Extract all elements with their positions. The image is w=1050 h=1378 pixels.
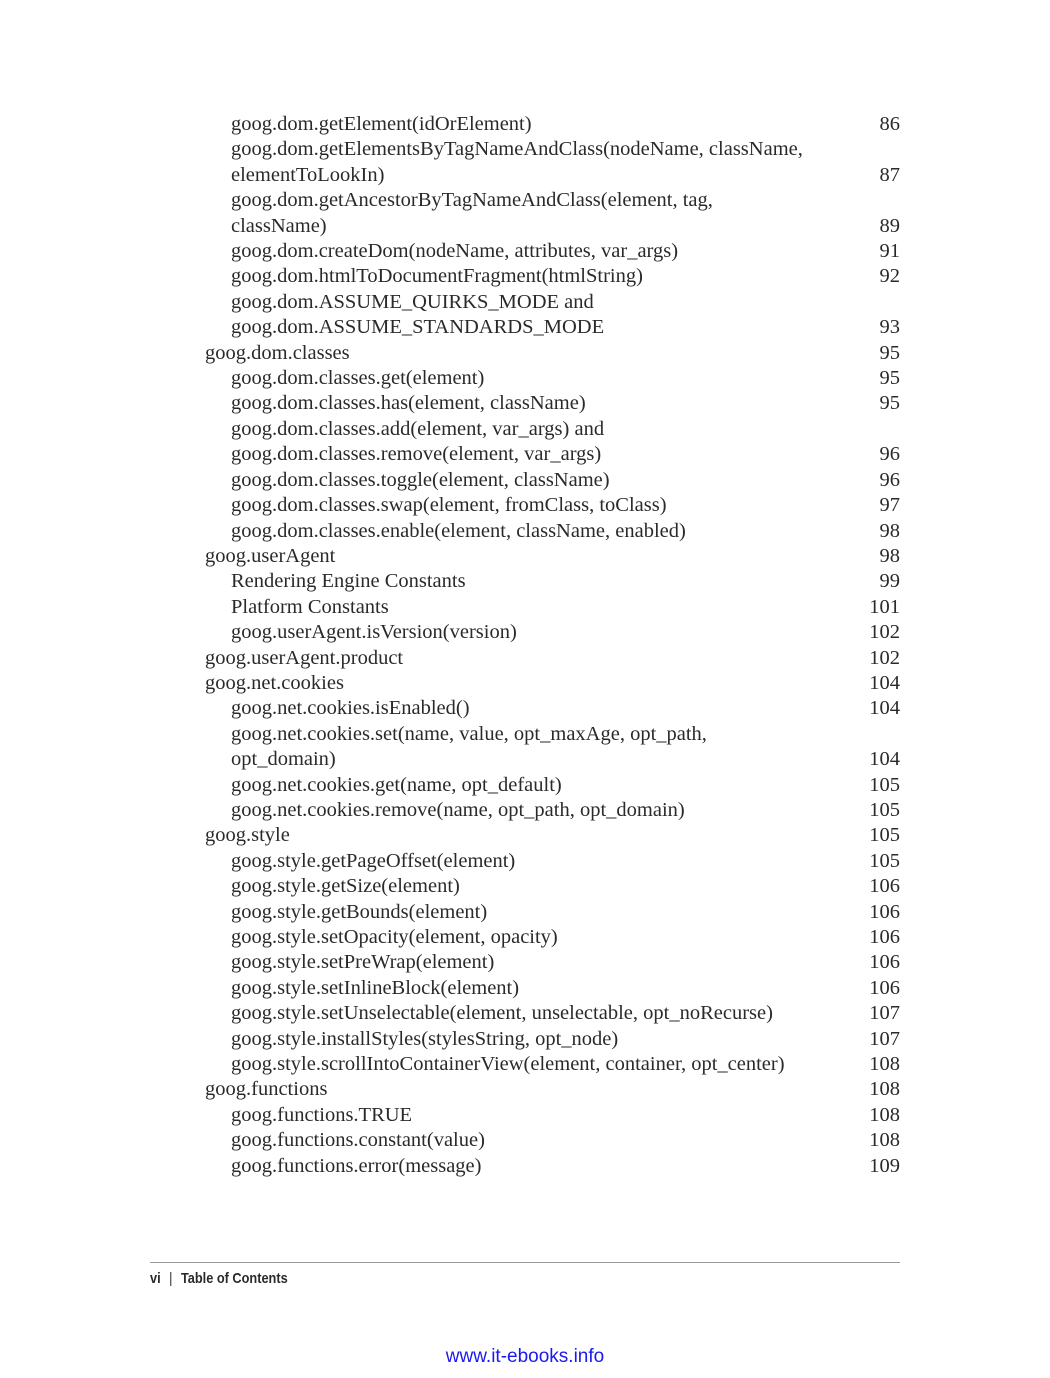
toc-entry-title: Platform Constants (231, 595, 389, 618)
toc-page-number: 89 (879, 214, 900, 237)
footer-separator: | (169, 1270, 173, 1287)
toc-subsection-entry[interactable] (205, 239, 900, 264)
toc-entry-title: goog.dom.classes.add(element, var_args) and (231, 417, 605, 440)
toc-entry-title: goog.style.scrollIntoContainerView(element, container, opt_center) (231, 1053, 785, 1076)
toc-subsection-entry[interactable] (205, 112, 900, 137)
toc-page-number: 93 (879, 316, 900, 339)
toc-subsection-entry[interactable] (205, 391, 900, 416)
toc-entry-title: goog.style.installStyles(stylesString, opt_node) (231, 1027, 619, 1050)
toc-page-number: 97 (879, 494, 900, 517)
toc-page-number: 99 (879, 570, 900, 593)
toc-entry-title: goog.style (205, 824, 290, 847)
toc-subsection-entry[interactable] (205, 874, 900, 899)
footer-divider (150, 1262, 900, 1263)
toc-entry-title: goog.dom.createDom(nodeName, attributes, var_args) (231, 240, 679, 263)
toc-section-entry[interactable] (205, 646, 900, 671)
toc-page-number: 98 (879, 544, 900, 567)
toc-entry-title: goog.dom.classes.get(element) (231, 367, 485, 390)
toc-subsection-entry[interactable] (205, 1027, 900, 1052)
toc-entry-title: goog.functions.error(message) (231, 1154, 482, 1177)
toc-page-number: 108 (869, 1053, 900, 1076)
toc-page-number: 106 (869, 875, 900, 898)
footer-section-title: Table of Contents (180, 1270, 288, 1287)
toc-page-number: 106 (869, 926, 900, 948)
toc-entry-title: goog.net.cookies.remove(name, opt_path, opt_domain) (231, 798, 685, 821)
toc-page-number: 87 (879, 163, 900, 186)
toc-section-entry[interactable] (205, 341, 900, 366)
toc-page-number: 107 (869, 1027, 900, 1050)
toc-entry-title: goog.net.cookies.isEnabled() (231, 697, 470, 720)
toc-page-number: 105 (869, 824, 900, 847)
toc-page-number: 95 (879, 392, 900, 415)
toc-page-number: 104 (869, 748, 900, 771)
toc-entry-title: goog.dom.classes.has(element, className) (231, 392, 586, 415)
toc-page-number: 95 (879, 341, 900, 364)
toc-entry-title: goog.net.cookies.set(name, value, opt_maxAge, opt_path, (231, 722, 707, 745)
toc-page-number: 108 (869, 1129, 900, 1152)
toc-entry-title: goog.style.setOpacity(element, opacity) (231, 926, 558, 948)
watermark-link[interactable]: www.it-ebooks.info (445, 1346, 605, 1367)
toc-subsection-entry[interactable] (205, 519, 900, 544)
toc-page-number: 104 (869, 697, 900, 720)
toc-subsection-entry[interactable] (205, 290, 900, 341)
toc-subsection-entry[interactable] (205, 188, 900, 239)
toc-entry-title: goog.net.cookies (205, 671, 344, 694)
toc-subsection-entry[interactable] (205, 900, 900, 925)
toc-entry-title: goog.userAgent.product (205, 646, 404, 669)
toc-page-number: 92 (879, 265, 900, 288)
footer-page-number: vi (150, 1270, 161, 1287)
toc-subsection-entry[interactable] (205, 696, 900, 721)
toc-page-number: 107 (869, 1002, 900, 1025)
toc-page-number: 102 (869, 646, 900, 669)
toc-entry-title: goog.net.cookies.get(name, opt_default) (231, 773, 562, 796)
toc-entry-title: goog.dom.ASSUME_QUIRKS_MODE and (231, 290, 594, 313)
toc-page-number: 106 (869, 976, 900, 999)
toc-page-number: 96 (879, 468, 900, 491)
toc-entry-title: goog.style.getBounds(element) (231, 900, 488, 923)
toc-entry-title: goog.dom.classes.remove(element, var_args) (231, 443, 602, 466)
toc-entry-title: goog.dom.htmlToDocumentFragment(htmlString) (231, 265, 643, 288)
toc-entry-title: goog.dom.getElementsByTagNameAndClass(nodeName, className, (231, 138, 803, 161)
toc-entry-title: goog.style.getSize(element) (231, 875, 460, 898)
toc-page-number: 106 (869, 951, 900, 974)
toc-entry-title: goog.style.setPreWrap(element) (231, 951, 495, 974)
toc-subsection-entry[interactable] (205, 264, 900, 289)
table-of-contents (205, 112, 900, 1179)
toc-page-number: 108 (869, 1103, 900, 1126)
toc-page-number: 86 (879, 113, 900, 135)
toc-page-number: 105 (869, 849, 900, 872)
toc-subsection-entry[interactable] (205, 1154, 900, 1179)
toc-subsection-entry[interactable] (205, 569, 900, 594)
toc-subsection-entry[interactable] (205, 417, 900, 468)
toc-subsection-entry[interactable] (205, 366, 900, 391)
toc-entry-title: goog.style.setInlineBlock(element) (231, 976, 520, 999)
toc-subsection-entry[interactable] (205, 468, 900, 493)
toc-subsection-entry[interactable] (205, 722, 900, 773)
toc-section-entry[interactable] (205, 1077, 900, 1102)
toc-page-number: 101 (869, 595, 900, 618)
toc-entry-title: goog.userAgent.isVersion(version) (231, 621, 517, 644)
toc-page-number: 91 (879, 240, 900, 263)
toc-page-number: 105 (869, 773, 900, 796)
toc-page-number: 98 (879, 519, 900, 542)
page-footer (150, 1270, 288, 1287)
toc-subsection-entry[interactable] (205, 137, 900, 188)
toc-entry-title: goog.dom.getAncestorByTagNameAndClass(element, tag, (231, 189, 713, 212)
toc-subsection-entry[interactable] (205, 798, 900, 823)
toc-subsection-entry[interactable] (205, 595, 900, 620)
toc-page-number: 95 (879, 367, 900, 390)
toc-section-entry[interactable] (205, 671, 900, 696)
toc-subsection-entry[interactable] (205, 1052, 900, 1077)
toc-subsection-entry[interactable] (205, 1001, 900, 1026)
toc-page-number: 102 (869, 621, 900, 644)
toc-entry-title: goog.userAgent (205, 544, 336, 567)
toc-subsection-entry[interactable] (205, 493, 900, 518)
toc-subsection-entry[interactable] (205, 849, 900, 874)
toc-page-number: 96 (879, 443, 900, 466)
toc-entry-title: goog.dom.classes.swap(element, fromClass, toClass) (231, 494, 667, 517)
toc-page-number: 105 (869, 798, 900, 821)
toc-entry-title: goog.dom.classes.toggle(element, className) (231, 468, 610, 491)
toc-subsection-entry[interactable] (205, 620, 900, 645)
toc-page-number: 108 (869, 1078, 900, 1101)
toc-entry-title: opt_domain) (231, 748, 336, 771)
toc-subsection-entry[interactable] (205, 976, 900, 1001)
toc-entry-title: goog.functions (205, 1078, 328, 1101)
toc-entry-title: goog.style.setUnselectable(element, unselectable, opt_noRecurse) (231, 1002, 773, 1025)
toc-page-number: 104 (869, 671, 900, 694)
toc-entry-title: goog.dom.getElement(idOrElement) (231, 113, 532, 135)
toc-entry-title: className) (231, 214, 327, 237)
toc-entry-title: Rendering Engine Constants (231, 570, 466, 593)
toc-entry-title: goog.dom.classes (205, 341, 350, 364)
toc-section-entry[interactable] (205, 823, 900, 848)
toc-subsection-entry[interactable] (205, 1103, 900, 1128)
toc-section-entry[interactable] (205, 544, 900, 569)
toc-subsection-entry[interactable] (205, 1128, 900, 1153)
toc-page-number: 106 (869, 900, 900, 923)
toc-entry-title: goog.functions.constant(value) (231, 1129, 485, 1152)
toc-entry-title: goog.functions.TRUE (231, 1103, 413, 1126)
toc-subsection-entry[interactable] (205, 950, 900, 975)
toc-entry-title: goog.dom.ASSUME_STANDARDS_MODE (231, 316, 605, 339)
toc-page-number: 109 (869, 1154, 900, 1177)
toc-entry-title: goog.style.getPageOffset(element) (231, 849, 516, 872)
toc-entry-title: goog.dom.classes.enable(element, className, enabled) (231, 519, 686, 542)
toc-subsection-entry[interactable] (205, 925, 900, 950)
toc-entry-title: elementToLookIn) (231, 163, 385, 186)
toc-subsection-entry[interactable] (205, 773, 900, 798)
